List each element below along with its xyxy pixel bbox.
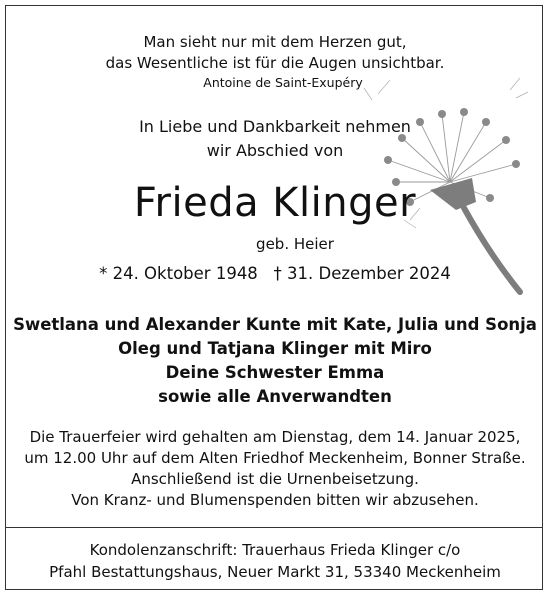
quote-line-2: das Wesentliche ist für die Augen unsichtbar.	[105, 54, 445, 72]
condolence-line-2: Pfahl Bestattungshaus, Neuer Markt 31, 53340 Meckenheim	[49, 563, 501, 581]
quote-author: Antoine de Saint-Exupéry	[203, 75, 363, 90]
condolence-line-1: Kondolenzanschrift: Trauerhaus Frieda Klinger c/o	[89, 541, 461, 559]
family-line-3: Deine Schwester Emma	[165, 363, 385, 382]
intro-line-2: wir Abschied von	[206, 141, 344, 160]
notice-line-2: um 12.00 Uhr auf dem Alten Friedhof Meckenheim, Bonner Straße.	[24, 449, 526, 467]
family-line-4: sowie alle Anverwandten	[158, 387, 392, 406]
notice-line-1: Die Trauerfeier wird gehalten am Dienstag, dem 14. Januar 2025,	[29, 428, 521, 446]
maiden-name: geb. Heier	[256, 235, 334, 253]
notice-line-4: Von Kranz- und Blumenspenden bitten wir abzusehen.	[71, 491, 479, 509]
quote-line-1: Man sieht nur mit dem Herzen gut,	[143, 33, 407, 51]
deceased-name: Frieda Klinger	[133, 180, 417, 226]
family-line-2: Oleg und Tatjana Klinger mit Miro	[118, 339, 432, 358]
divider-line	[5, 527, 543, 528]
life-dates: * 24. Oktober 1948 † 31. Dezember 2024	[99, 264, 451, 283]
notice-line-3: Anschließend ist die Urnenbeisetzung.	[131, 470, 419, 488]
family-line-1: Swetlana und Alexander Kunte mit Kate, Julia und Sonja	[13, 315, 537, 334]
intro-line-1: In Liebe und Dankbarkeit nehmen	[139, 117, 411, 136]
